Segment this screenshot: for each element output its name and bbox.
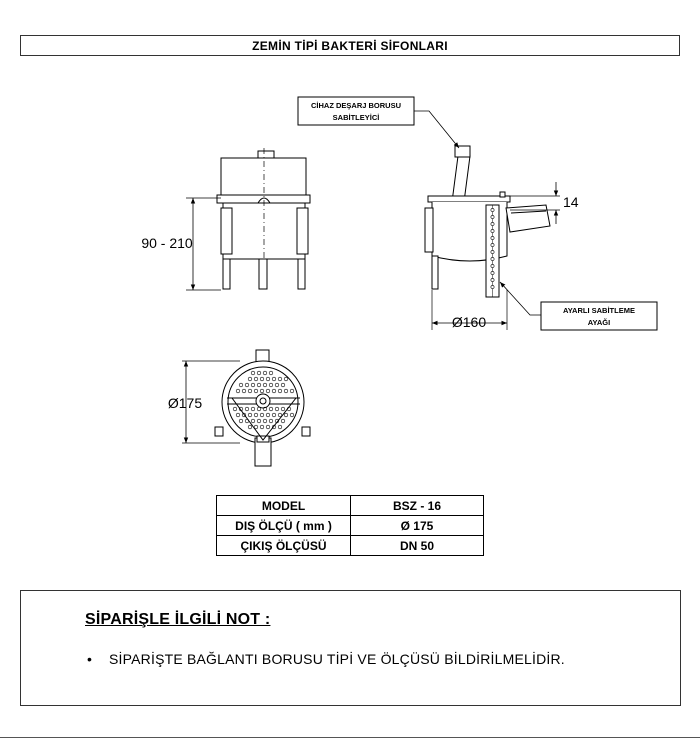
spec-value-model: BSZ - 16 — [351, 496, 484, 516]
discharge-pipe — [452, 156, 470, 202]
body-diameter-label: Ø160 — [451, 314, 487, 330]
pipe-clamp — [455, 146, 470, 157]
order-note-box — [20, 590, 681, 706]
front-leg-left — [223, 259, 230, 289]
front-collar — [217, 195, 310, 203]
leg-hole — [491, 271, 494, 274]
side-left-bracket — [425, 208, 433, 252]
callout-pipe-line2: SABİTLEYİCİ — [332, 113, 380, 122]
front-lid — [221, 158, 306, 196]
leg-hole — [491, 243, 494, 246]
leg-hole — [491, 250, 494, 253]
outlet-height-label: 14 — [563, 194, 579, 210]
spec-label-outer-size: DIŞ ÖLÇÜ ( mm ) — [217, 516, 351, 536]
leg-hole — [491, 285, 494, 288]
height-dimension-label: 90 - 210 — [141, 235, 193, 251]
top-knob-right — [302, 427, 310, 436]
callout-leg-line1: AYARLI SABİTLEME — [563, 306, 635, 315]
bottom-divider — [0, 737, 700, 738]
leg-hole — [491, 278, 494, 281]
page-title-text: ZEMİN TİPİ BAKTERİ SİFONLARI — [252, 38, 448, 53]
top-diameter-label: Ø175 — [167, 395, 203, 411]
leg-hole — [491, 208, 494, 211]
spec-table — [216, 495, 484, 556]
spec-row — [217, 536, 484, 556]
spec-row — [217, 496, 484, 516]
top-knob-left — [215, 427, 223, 436]
spec-label-model: MODEL — [217, 496, 351, 516]
spec-row — [217, 516, 484, 536]
spec-label-outlet-size: ÇIKIŞ ÖLÇÜSÜ — [217, 536, 351, 556]
leg-hole — [491, 264, 494, 267]
side-leg-left — [432, 256, 438, 289]
spec-value-outlet-size: DN 50 — [351, 536, 484, 556]
bullet-icon: • — [87, 651, 93, 667]
leg-hole — [491, 236, 494, 239]
order-note-title: SİPARİŞLE İLGİLİ NOT : — [85, 611, 271, 628]
leg-hole — [491, 215, 494, 218]
side-outlet-pipe — [506, 205, 550, 232]
front-view — [186, 148, 310, 290]
leg-hole — [491, 229, 494, 232]
spec-value-outer-size: Ø 175 — [351, 516, 484, 536]
callout-leg-line2: AYAĞI — [587, 318, 611, 327]
order-note-text: SİPARİŞTE BAĞLANTI BORUSU TİPİ VE ÖLÇÜSÜ BİLDİRİLMELİDİR. — [109, 651, 565, 667]
front-left-bracket — [221, 208, 232, 254]
side-rim — [428, 196, 510, 202]
callout-pipe-line1: CİHAZ DEŞARJ BORUSU — [310, 101, 402, 110]
order-note-item — [87, 651, 565, 667]
front-leg-mid — [259, 259, 267, 289]
leg-hole — [491, 222, 494, 225]
front-leg-right — [298, 259, 305, 289]
leg-hole — [491, 257, 494, 260]
front-right-bracket — [297, 208, 308, 254]
